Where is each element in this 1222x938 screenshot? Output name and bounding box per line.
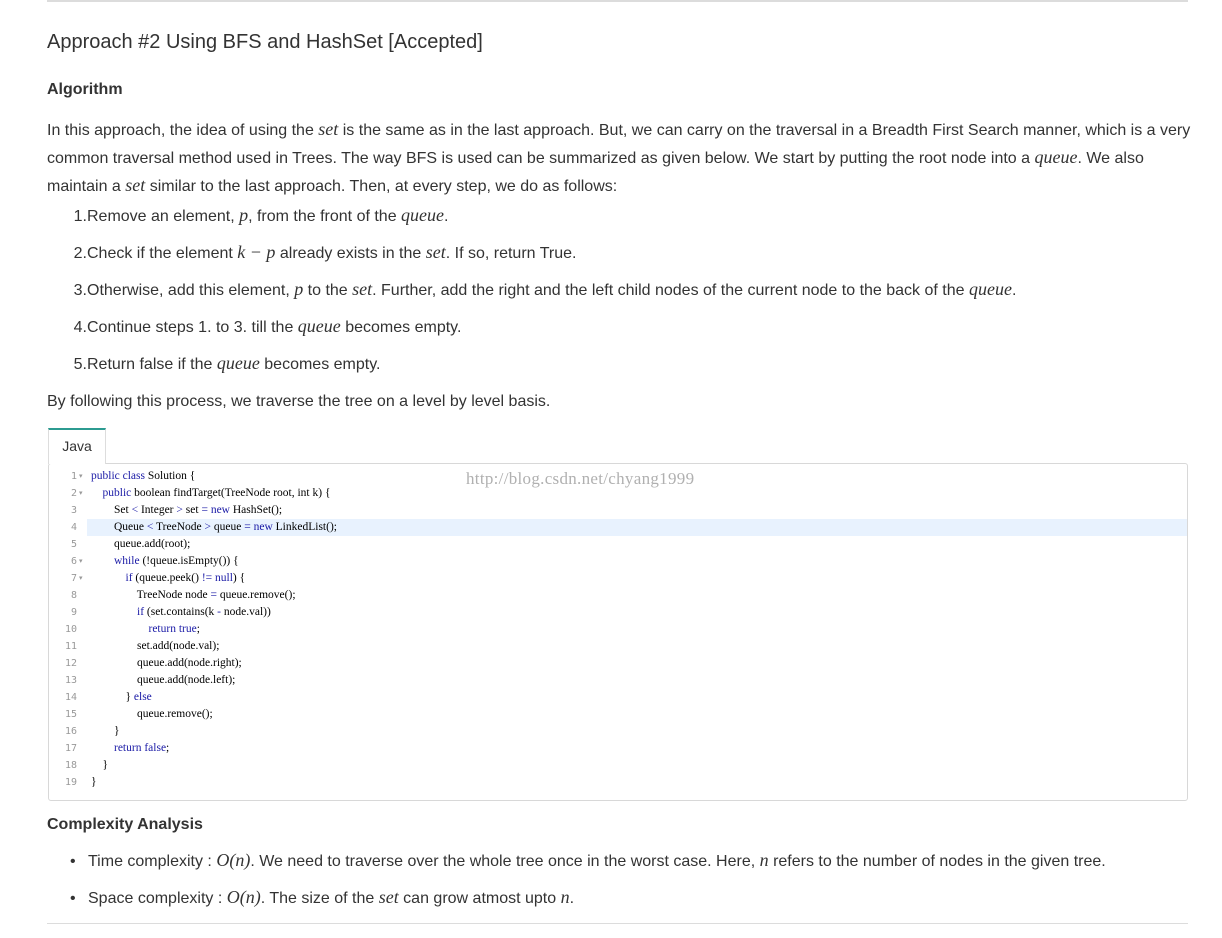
step-item [47, 353, 380, 374]
line-number: 14 [64, 692, 77, 703]
follow-up-text: By following this process, we traverse the tree on a level by level basis. [47, 393, 551, 410]
math-expression: O(n) [226, 887, 261, 907]
text-run: . [569, 890, 575, 907]
algorithm-intro [47, 116, 1192, 200]
code-keyword: if [125, 572, 133, 584]
code-keyword: new [210, 504, 230, 516]
code-token: queue.add(node.right); [91, 657, 242, 669]
code-token: TreeNode [153, 521, 205, 533]
code-keyword: if [137, 606, 145, 618]
algorithm-heading: Algorithm [47, 81, 123, 98]
math-expression: O(n) [216, 850, 251, 870]
code-token [91, 623, 149, 635]
code-keyword: public [102, 487, 132, 499]
math-expression: set [425, 242, 446, 262]
line-number: 1 [70, 471, 77, 482]
code-token: HashSet(); [229, 504, 283, 516]
code-keyword: return true [148, 623, 197, 635]
code-keyword: < [131, 504, 139, 516]
line-number: 9 [70, 607, 77, 618]
code-token: (set.contains(k [144, 606, 218, 618]
code-keyword: while [114, 555, 140, 567]
code-token: (queue.peek() [132, 572, 202, 584]
text-run: similar to the last approach. Then, at every step, we do as follows: [145, 178, 618, 195]
step-item [47, 316, 461, 337]
code-token: ) { [232, 572, 246, 584]
step-item [47, 279, 1016, 300]
text-run: Otherwise, add this element, [87, 282, 295, 299]
code-keyword: null [215, 572, 233, 584]
code-token: queue.remove(); [91, 708, 213, 720]
line-number: 7 [70, 573, 77, 584]
code-token: node.val)) [221, 606, 271, 618]
code-token: queue.remove(); [216, 589, 296, 601]
complexity-heading: Complexity Analysis [47, 816, 203, 833]
step-item [47, 205, 448, 226]
code-token: ; [166, 742, 170, 754]
line-number: 8 [70, 590, 77, 601]
code-keyword: return false [114, 742, 167, 754]
line-number: 5 [70, 539, 77, 550]
code-keyword: = [210, 589, 217, 601]
code-line [91, 621, 200, 638]
bullet-icon: • [70, 890, 76, 907]
code-line [91, 570, 245, 587]
code-token [91, 487, 103, 499]
code-line [91, 774, 97, 791]
code-token [91, 606, 137, 618]
code-token: set [182, 504, 202, 516]
code-token: } [91, 776, 97, 788]
math-expression: set [318, 119, 339, 139]
step-number: 2. [73, 245, 87, 262]
fold-toggle-icon[interactable]: ▾ [79, 575, 83, 582]
fold-toggle-icon[interactable]: ▾ [79, 473, 83, 480]
step-number: 5. [73, 356, 87, 373]
text-run: Space complexity : [88, 890, 227, 907]
code-line [91, 485, 330, 502]
step-number: 3. [73, 282, 87, 299]
text-run: . We also maintain a [47, 150, 1144, 195]
code-token: (!queue.isEmpty()) { [139, 555, 239, 567]
code-keyword: > [204, 521, 212, 533]
line-number: 18 [64, 760, 77, 771]
line-number: 13 [64, 675, 77, 686]
text-run: Remove an element, [87, 208, 240, 225]
line-number: 4 [70, 522, 77, 533]
text-run: In this approach, the idea of using the [47, 122, 319, 139]
math-expression: queue [216, 353, 260, 373]
line-number: 17 [64, 743, 77, 754]
math-expression: queue [401, 205, 445, 225]
code-keyword: - [217, 606, 222, 618]
complexity-item [70, 850, 1106, 871]
code-token: TreeNode node [91, 589, 211, 601]
code-token: ; [196, 623, 200, 635]
code-token: queue [211, 521, 245, 533]
code-keyword: new [253, 521, 273, 533]
math-expression: k − p [237, 242, 276, 262]
section-title: Approach #2 Using BFS and HashSet [Accepted] [47, 31, 483, 53]
text-run: . [444, 208, 449, 225]
math-expression: p [239, 205, 249, 225]
code-token [91, 742, 114, 754]
text-run: . If so, return True. [445, 245, 577, 262]
text-run: Continue steps 1. to 3. till the [87, 319, 298, 336]
step-number: 1. [73, 208, 87, 225]
code-keyword: else [133, 691, 152, 703]
text-run: already exists in the [275, 245, 426, 262]
line-number: 6 [70, 556, 77, 567]
math-expression: p [294, 279, 304, 299]
code-line [91, 638, 219, 655]
line-number: 3 [70, 505, 77, 516]
code-token: } [91, 691, 134, 703]
line-number: 15 [64, 709, 77, 720]
code-line [91, 587, 296, 604]
code-keyword: public class [91, 470, 145, 482]
math-expression: queue [968, 279, 1012, 299]
text-run: , from the front of the [248, 208, 402, 225]
math-expression: set [352, 279, 373, 299]
line-number: 10 [64, 624, 77, 635]
code-line [91, 706, 213, 723]
step-item [47, 242, 576, 263]
watermark: http://blog.csdn.net/chyang1999 [466, 469, 695, 488]
step-number: 4. [73, 319, 87, 336]
fold-toggle-icon[interactable]: ▾ [79, 558, 83, 565]
code-keyword: < [146, 521, 154, 533]
code-line [91, 757, 108, 774]
text-run: becomes empty. [259, 356, 381, 373]
code-token: queue.add(node.left); [91, 674, 236, 686]
code-keyword: = [201, 504, 208, 516]
text-run: Return false if the [87, 356, 217, 373]
code-keyword: = [244, 521, 251, 533]
complexity-item [70, 887, 574, 908]
code-line [91, 723, 120, 740]
code-editor[interactable] [48, 463, 1188, 801]
text-run: Check if the element [87, 245, 238, 262]
code-token: Queue [91, 521, 147, 533]
line-number: 19 [64, 777, 77, 788]
math-expression: queue [297, 316, 341, 336]
text-run: . Further, add the right and the left child nodes of the current node to the back of the [372, 282, 969, 299]
code-token: Set [91, 504, 132, 516]
code-line [91, 655, 242, 672]
text-run: Time complexity : [88, 853, 217, 870]
text-run: . The size of the [260, 890, 379, 907]
text-run: is the same as in the last approach. But, we can carry on the traversal in a Breadth First Search manner, which is a very common traversal method used in Trees. The way BFS is used can be summarized as given below. We start by putting the root node into a [47, 122, 1191, 167]
bullet-icon: • [70, 853, 76, 870]
code-line [91, 502, 282, 519]
text-run: refers to the number of nodes in the given tree. [768, 853, 1106, 870]
math-expression: set [378, 887, 399, 907]
line-number: 2 [70, 488, 77, 499]
code-token: Integer [138, 504, 177, 516]
code-token [91, 555, 114, 567]
code-token: LinkedList(); [272, 521, 337, 533]
code-token: boolean findTarget(TreeNode root, int k) { [131, 487, 331, 499]
line-number: 11 [64, 641, 77, 652]
math-expression: set [125, 175, 146, 195]
line-number: 16 [64, 726, 77, 737]
code-keyword: > [176, 504, 183, 516]
text-run: becomes empty. [340, 319, 462, 336]
line-number: 12 [64, 658, 77, 669]
code-line [91, 519, 337, 536]
code-line [91, 536, 190, 553]
code-token [91, 572, 126, 584]
math-expression: n [759, 850, 769, 870]
tab-java[interactable]: Java [48, 428, 106, 464]
code-keyword: != [201, 572, 213, 584]
text-run: . We need to traverse over the whole tree once in the worst case. Here, [250, 853, 760, 870]
text-run: can grow atmost upto [398, 890, 561, 907]
code-line [91, 689, 152, 706]
math-expression: n [560, 887, 570, 907]
math-expression: queue [1034, 147, 1078, 167]
code-line [91, 553, 239, 570]
code-line [91, 468, 195, 485]
code-line [91, 740, 169, 757]
top-divider [47, 0, 1188, 2]
bottom-divider [47, 923, 1188, 924]
code-token: set.add(node.val); [91, 640, 220, 652]
code-token: } [91, 725, 120, 737]
code-token: } [91, 759, 109, 771]
fold-toggle-icon[interactable]: ▾ [79, 490, 83, 497]
text-run: . [1011, 282, 1017, 299]
code-token: queue.add(root); [91, 538, 191, 550]
code-line [91, 672, 235, 689]
text-run: to the [303, 282, 353, 299]
code-token: Solution { [144, 470, 196, 482]
code-line [91, 604, 271, 621]
